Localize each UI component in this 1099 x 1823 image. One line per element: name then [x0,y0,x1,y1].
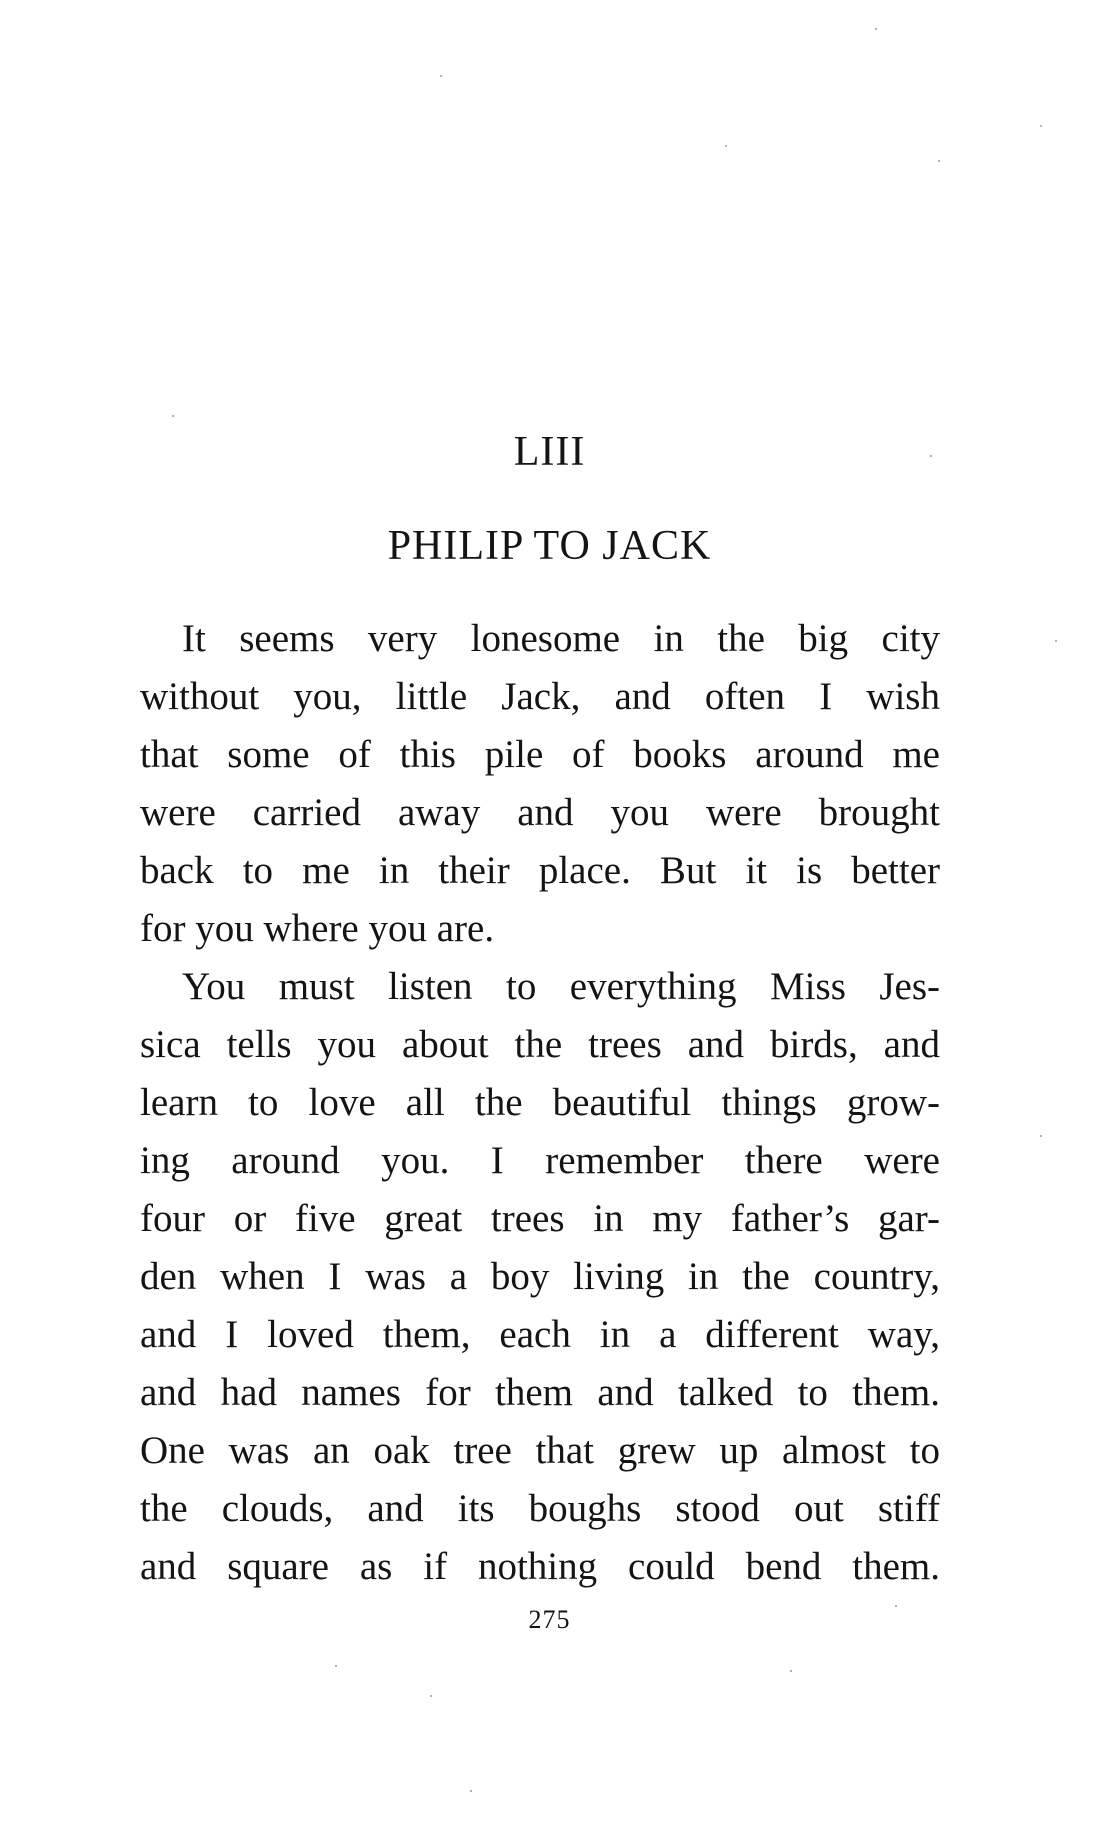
text-line: were carried away and you were brought [140,791,940,834]
page-number: 275 [528,1605,571,1634]
text-line: You must listen to everything Miss Jes- [182,965,940,1008]
text-line: and had names for them and talked to them. [140,1371,940,1414]
scan-speck [790,1670,792,1672]
text-line: It seems very lonesome in the big city [182,617,940,660]
scan-speck [1040,125,1042,127]
scan-speck [335,1665,337,1667]
text-line: that some of this pile of books around me [140,733,940,776]
text-line: sica tells you about the trees and birds, and [140,1023,940,1066]
scan-speck [938,160,940,162]
text-line: for you where you are. [140,907,495,950]
paragraph-1 [140,610,940,958]
text-line: and square as if nothing could bend them. [140,1545,940,1588]
scan-speck [895,1605,897,1607]
scan-speck [875,28,877,30]
text-line: learn to love all the beautiful things grow- [140,1081,940,1124]
scan-speck [172,415,174,417]
chapter-number: LIII [513,429,586,475]
text-line: ing around you. I remember there were [140,1139,940,1182]
scan-speck [725,145,727,147]
paragraph-2 [140,958,940,1596]
scan-speck [470,1790,472,1792]
scan-speck [930,455,932,457]
scan-speck [1040,1135,1042,1137]
text-line: den when I was a boy living in the country, [140,1255,940,1298]
scan-speck [440,75,442,77]
scan-speck [430,1695,432,1697]
scan-speck [1055,640,1057,642]
text-line: four or five great trees in my father’s gar- [140,1197,940,1240]
text-line: and I loved them, each in a different way, [140,1313,940,1356]
text-line: back to me in their place. But it is better [140,849,940,892]
text-line: One was an oak tree that grew up almost to [140,1429,940,1472]
chapter-title: PHILIP TO JACK [387,523,712,569]
text-line: without you, little Jack, and often I wish [140,675,940,718]
text-line: the clouds, and its boughs stood out stiff [140,1487,940,1530]
